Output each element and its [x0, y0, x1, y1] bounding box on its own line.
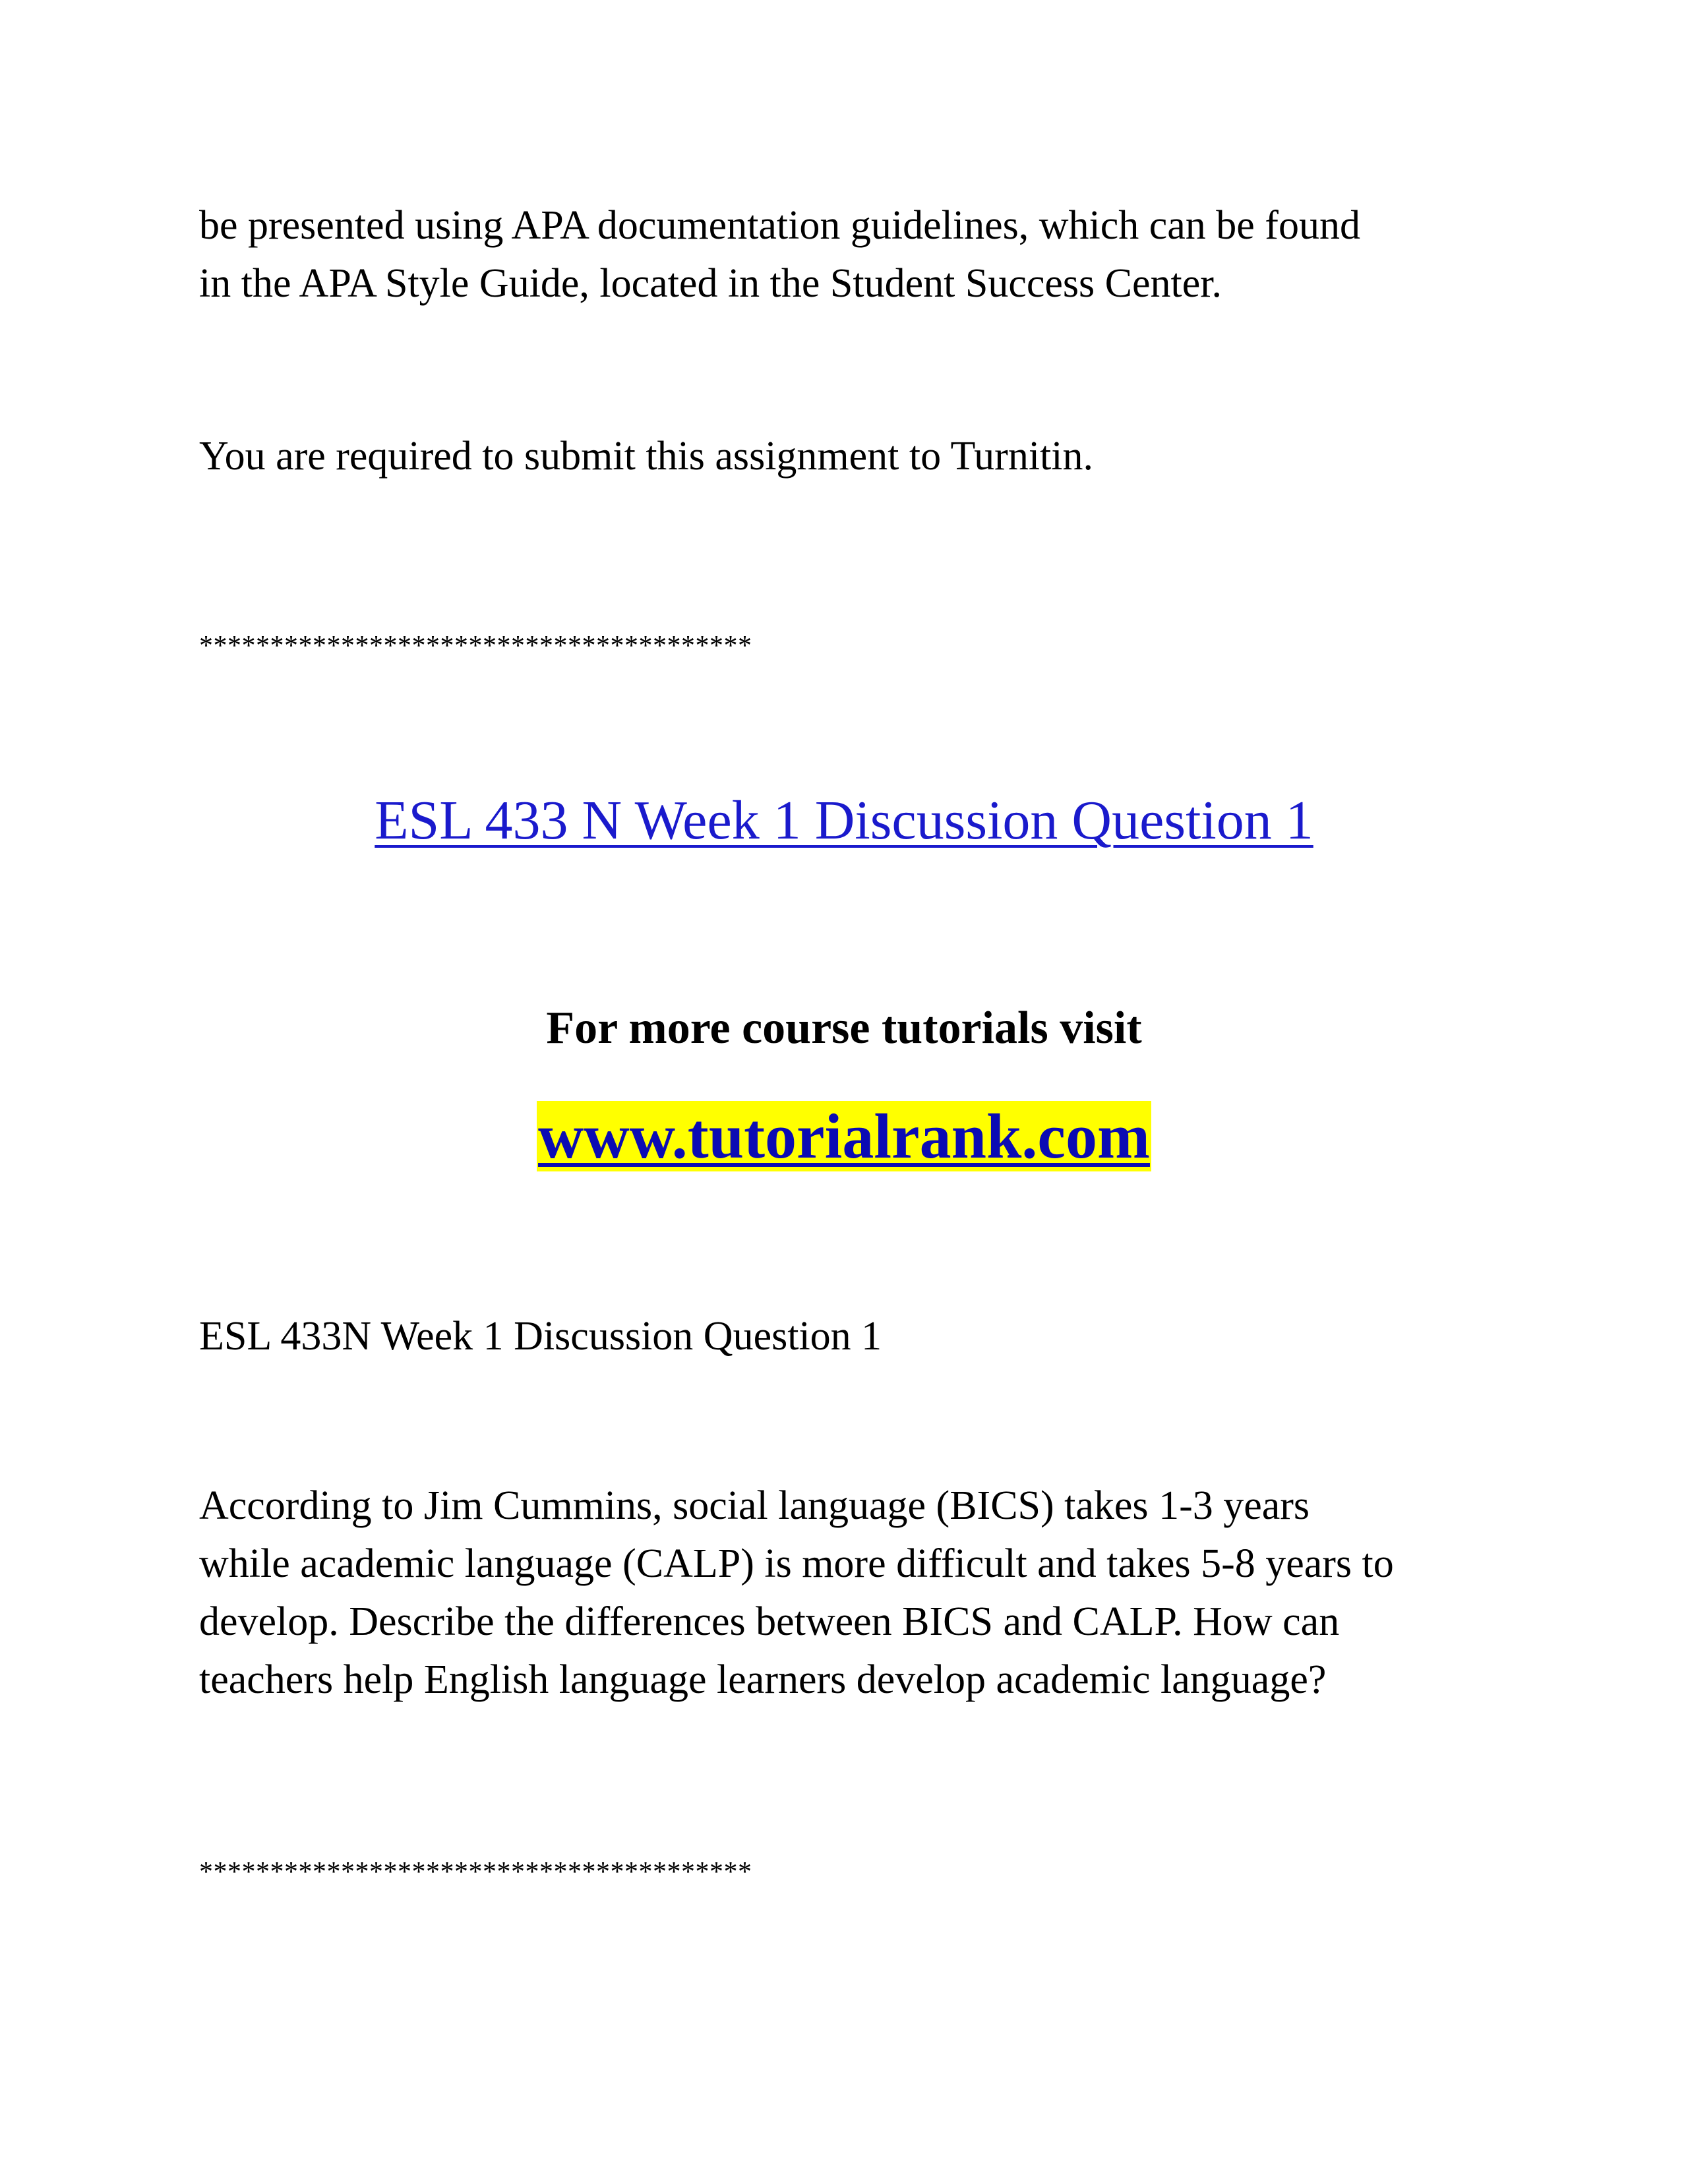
- tutorialrank-link[interactable]: www.tutorialrank.com: [538, 1101, 1150, 1171]
- separator-top: ***************************************: [199, 631, 752, 661]
- turnitin-paragraph: You are required to submit this assignment to Turnitin.: [199, 434, 1094, 479]
- separator-bottom: ***************************************: [199, 1857, 752, 1887]
- site-line: [0, 1100, 1688, 1173]
- discussion-title-link[interactable]: ESL 433 N Week 1 Discussion Question 1: [375, 790, 1313, 851]
- discussion-title: [0, 788, 1688, 854]
- visit-heading: For more course tutorials visit: [546, 1003, 1142, 1053]
- discussion-subtitle: ESL 433N Week 1 Discussion Question 1: [199, 1314, 882, 1359]
- apa-guidelines-paragraph: be presented using APA documentation guidelines, which can be found in the APA Style Guide, located in the Student Success Center.: [199, 203, 1360, 306]
- discussion-question-paragraph: According to Jim Cummins, social language (BICS) takes 1-3 years while academic language (CALP) is more difficult and takes 5-8 years to develop. Describe the differences between BICS and CALP. How can teachers help English language learners develop academic language?: [199, 1483, 1394, 1702]
